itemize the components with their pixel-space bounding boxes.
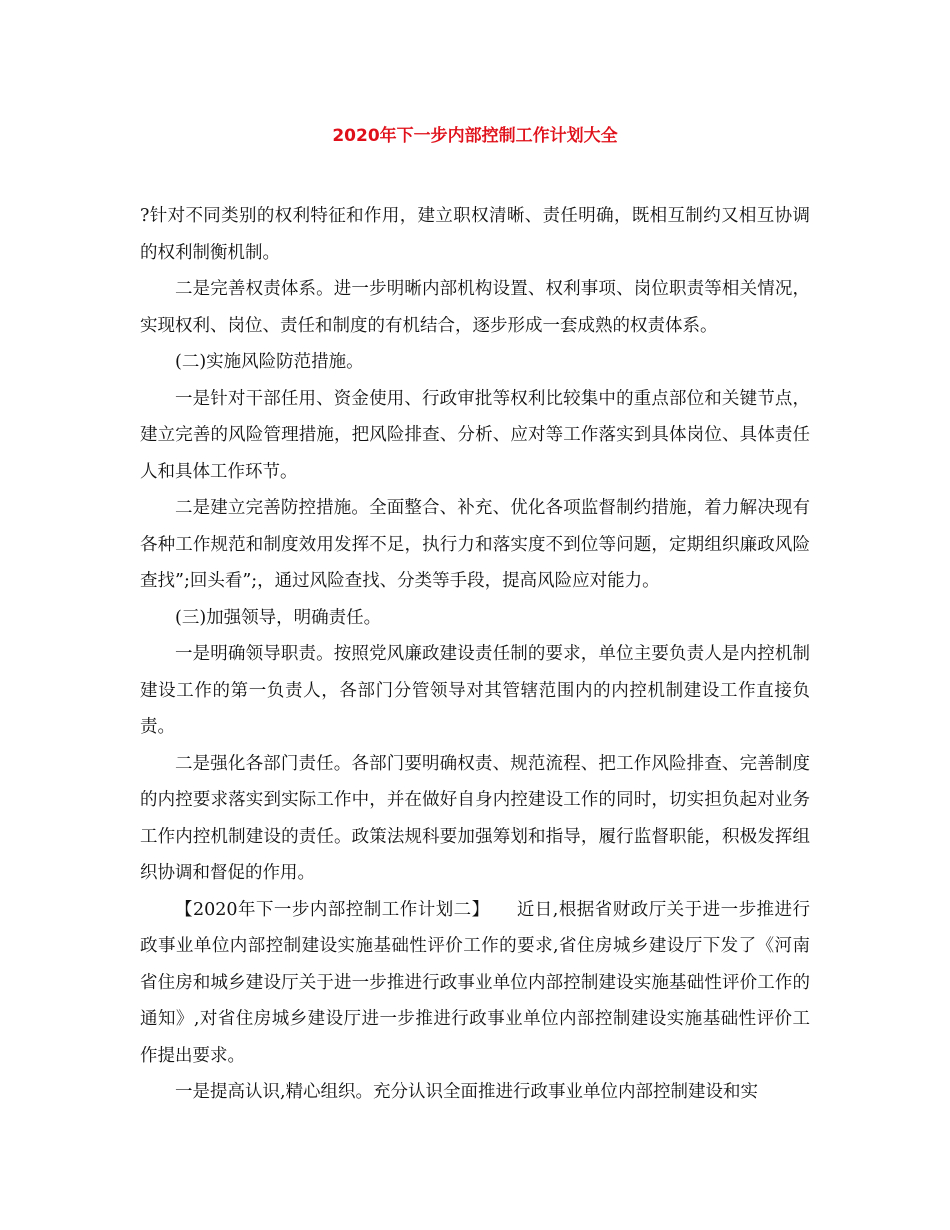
paragraph-2: 二是完善权责体系。进一步明晰内部机构设置、权利事项、岗位职责等相关情况，实现权利、岗位、责任和制度的有机结合，逐步形成一套成熟的权责体系。 — [140, 279, 810, 336]
paragraph-8: 一是提高认识,精心组织。充分认识全面推进行政事业单位内部控制建设和实 — [175, 1082, 759, 1102]
paragraph-1: ?针对不同类别的权利特征和作用，建立职权清晰、责任明确，既相互制约又相互协调的权利制衡机制。 — [140, 206, 810, 263]
section-heading-3: (三)加强领导，明确责任。 — [175, 607, 382, 628]
document-title: 2020年下一步内部控制工作计划大全 — [332, 126, 618, 146]
paragraph-4: 二是建立完善防控措施。全面整合、补充、优化各项监督制约措施，着力解决现有各种工作规范和制度效用发挥不足，执行力和落实度不到位等问题，定期组织廉政风险查找”;回头看”;，通过风险查找、分类等手段，提高风险应对能力。 — [140, 498, 810, 591]
paragraph-6: 二是强化各部门责任。各部门要明确权责、规范流程、把工作风险排查、完善制度的内控要求落实到实际工作中，并在做好自身内控建设工作的同时，切实担负起对业务工作内控机制建设的责任。政策法规科要加强筹划和指导，履行监督职能，积极发挥组织协调和督促的作用。 — [140, 753, 810, 883]
paragraph-3: 一是针对干部任用、资金使用、行政审批等权利比较集中的重点部位和关键节点，建立完善的风险管理措施，把风险排查、分析、应对等工作落实到具体岗位、具体责任人和具体工作环节。 — [140, 388, 810, 482]
paragraph-5: 一是明确领导职责。按照党风廉政建设责任制的要求，单位主要负责人是内控机制建设工作的第一负责人，各部门分管领导对其管辖范围内的内控机制建设工作直接负责。 — [140, 644, 810, 737]
section-heading-2: (二)实施风险防范措施。 — [175, 352, 364, 372]
paragraph-7: 【2020年下一步内部控制工作计划二】 近日,根据省财政厅关于进一步推进行政事业单位内部控制建设实施基础性评价工作的要求,省住房城乡建设厅下发了《河南省住房和城乡建设厅关于进一步推进行政事业单位内部控制建设实施基础性评价工作的通知》,对省住房城乡建设厅进一步推进行政事业单位内部控制建设实施基础性评价工作提出要求。 — [140, 899, 810, 1066]
document-body — [140, 198, 810, 1111]
